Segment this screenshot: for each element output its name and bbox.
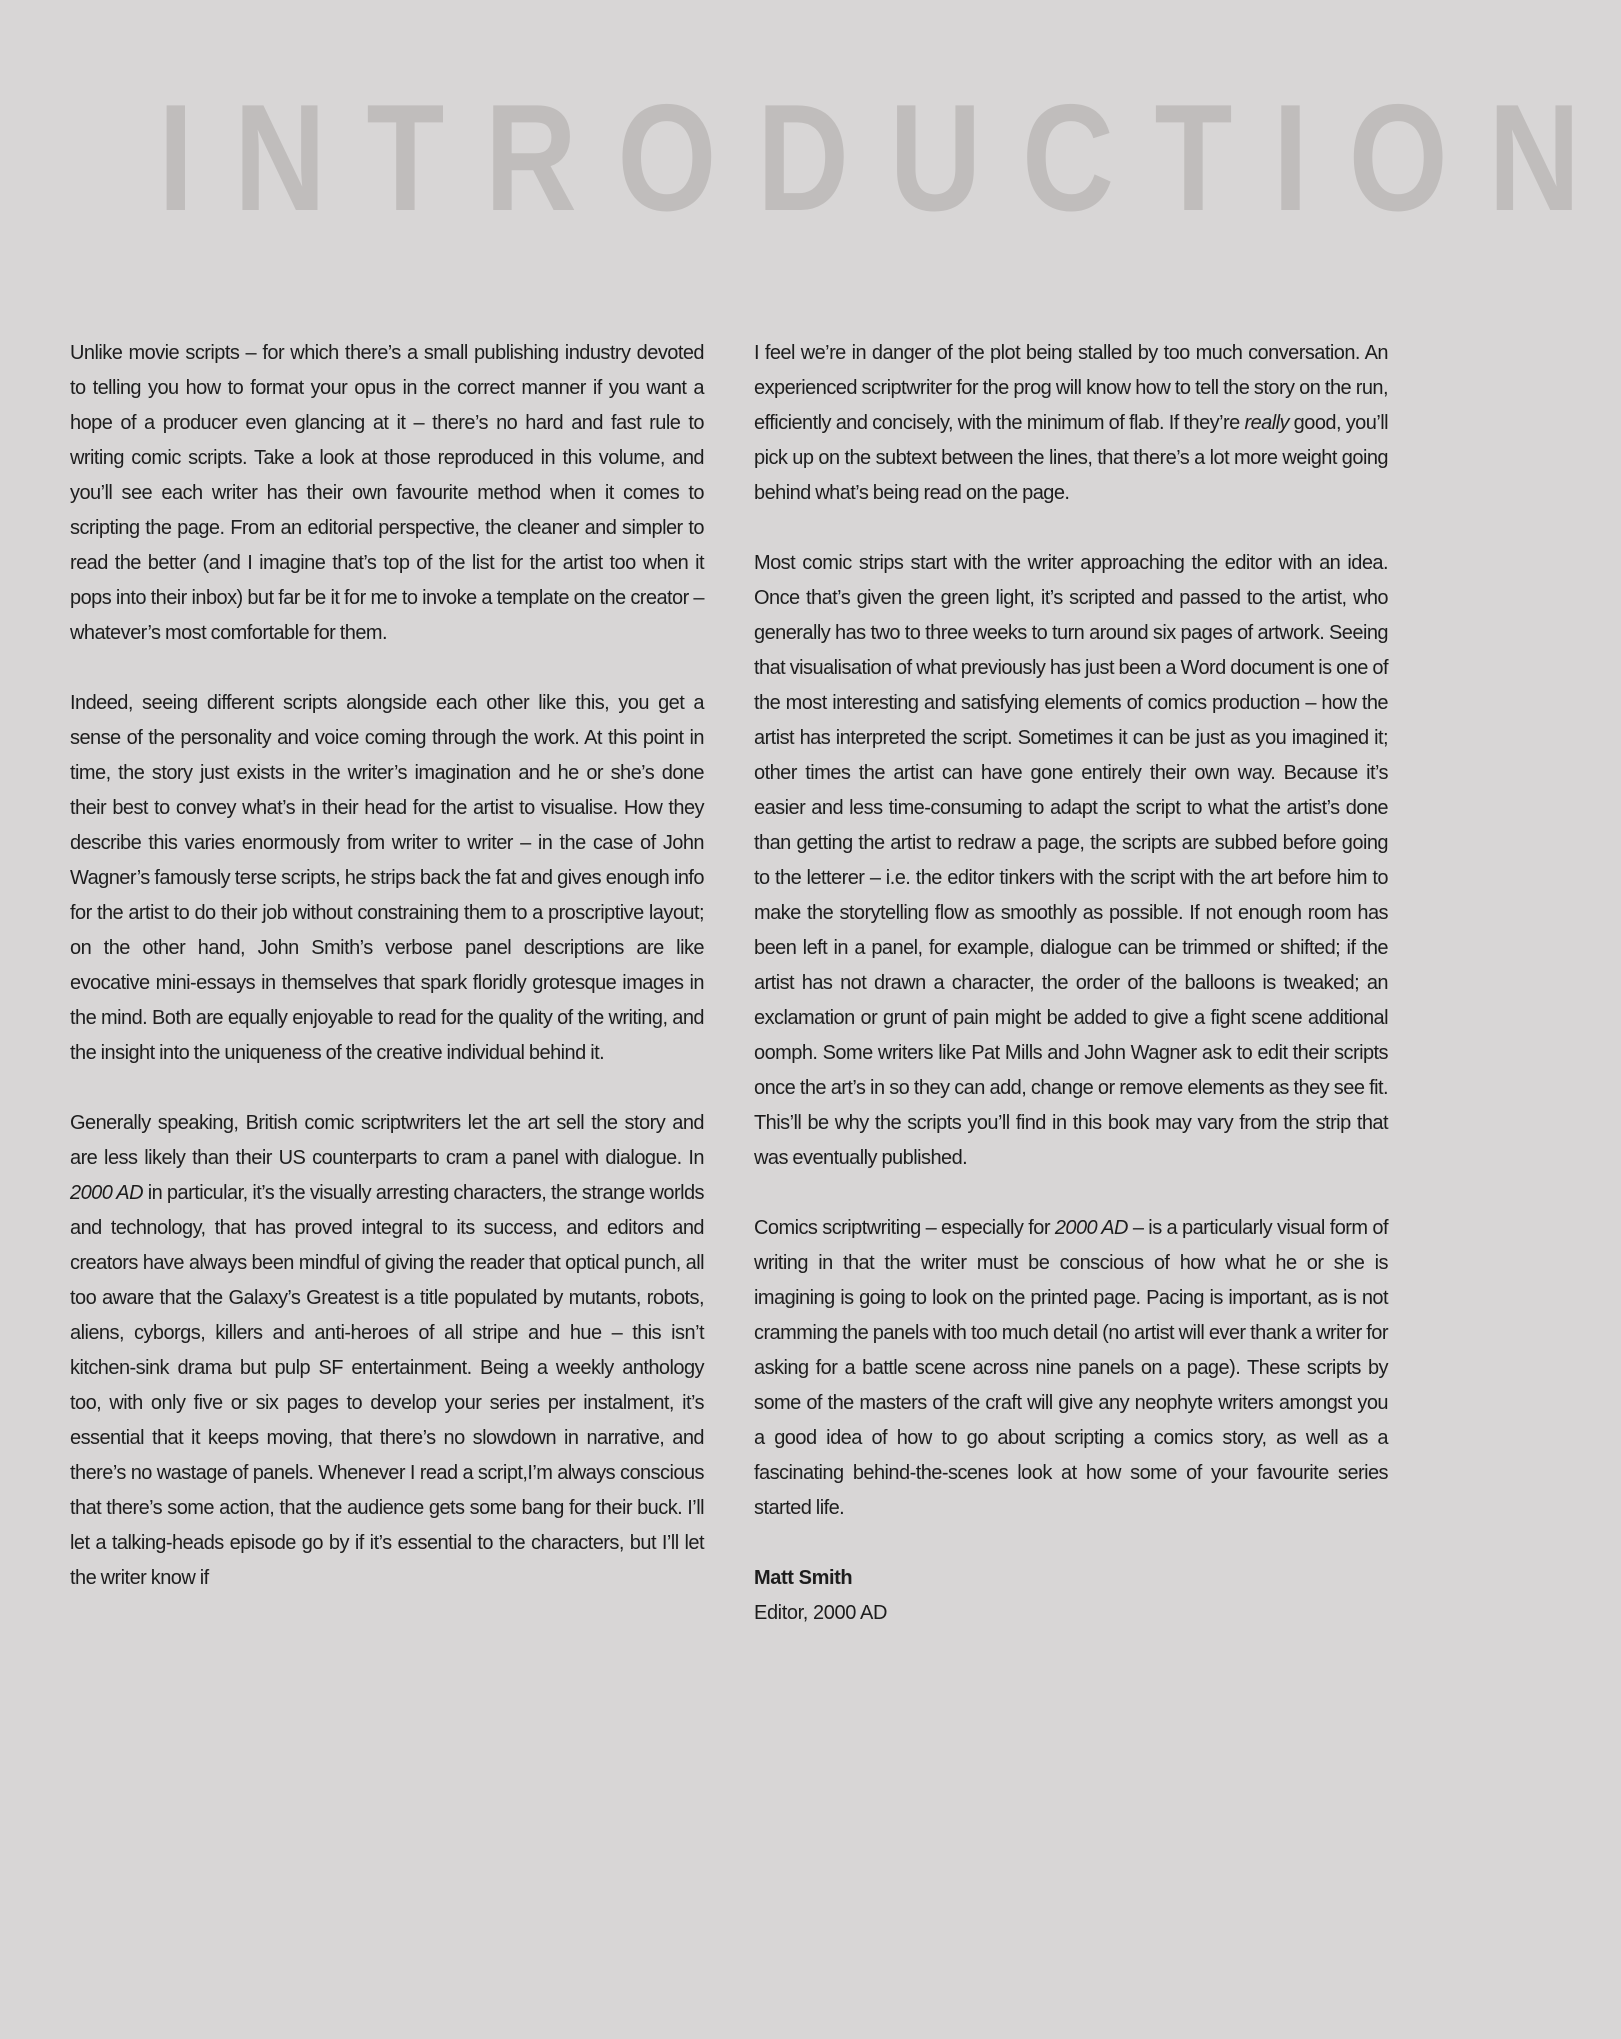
text-run: in particular, it’s the visually arresting characters, the strange worlds and technology, that has proved integral to its success, and editors and creators have always been mindful of giving the reader that optical punch, all too aware that the Galaxy’s Greatest is a title populated by mutants, robots, aliens, cyborgs, killers and anti-heroes of all stripe and hue – this isn’t kitchen-sink drama but pulp SF entertainment. Being a weekly anthology too, with only five or six pages to develop your series per instalment, it’s essential that it keeps moving, that there’s no slowdown in narrative, and there’s no wastage of panels. Whenever I read a script,I’m always conscious that there’s some action, that the audience gets some bang for their buck. I’ll let a talking-heads episode go by if it’s essential to the characters, but I’ll let the writer know if: [70, 1182, 704, 1589]
paragraph-intro: Unlike movie scripts – for which there’s a small publishing industry devoted to telling you how to format your opus in the correct manner if you want a hope of a producer even glancing at it – there’s no hard and fast rule to writing comic scripts. Take a look at those reproduced in this volume, and you’ll see each writer has their own favourite method when it comes to scripting the page. From an editorial perspective, the cleaner and simpler to read the better (and I imagine that’s top of the list for the artist too when it pops into their inbox) but far be it for me to invoke a template on the creator – whatever’s most comfortable for them.: [70, 342, 704, 644]
text-run: good, you’ll pick up on the subtext between the lines, that there’s a lot more weight going behind what’s being read on the page.: [754, 412, 1388, 504]
paragraph-plot-stalling: [754, 336, 1388, 511]
signature-name: Matt Smith: [754, 1567, 853, 1589]
publication-title: 2000 AD: [1054, 1217, 1128, 1239]
right-column: [754, 336, 1388, 1631]
text-run: – is a particularly visual form of writing in that the writer must be conscious of how what he or she is imagining is going to look on the printed page. Pacing is important, as is not cramming the panels with too much detail (no artist will ever thank a writer for asking for a battle scene across nine panels on a page). These scripts by some of the masters of the craft will give any neophyte writers amongst you a good idea of how to go about scripting a comics story, as well as a fascinating behind-the-scenes look at how some of your favourite series started life.: [754, 1217, 1388, 1519]
paragraph-production-process: Most comic strips start with the writer approaching the editor with an idea. Once that’s given the green light, it’s scripted and passed to the artist, who generally has two to three weeks to turn around six pages of artwork. Seeing that visualisation of what previously has just been a Word document is one of the most interesting and satisfying elements of comics production – how the artist has interpreted the script. Sometimes it can be just as you imagined it; other times the artist can have gone entirely their own way. Because it’s easier and less time-consuming to adapt the script to what the artist’s done than getting the artist to redraw a page, the scripts are subbed before going to the letterer – i.e. the editor tinkers with the script with the art before him to make the storytelling flow as smoothly as possible. If not enough room has been left in a panel, for example, dialogue can be trimmed or shifted; if the artist has not drawn a character, the order of the balloons is tweaked; an exclamation or grunt of pain might be added to give a fight scene additional oomph. Some writers like Pat Mills and John Wagner ask to edit their scripts once the art’s in so they can add, change or remove elements as they see fit. This’ll be why the scripts you’ll find in this book may vary from the strip that was eventually published.: [754, 552, 1388, 1169]
text-run: I feel we’re in danger of the plot being stalled by too much conversation. An experienced scriptwriter for the prog will know how to tell the story on the run, efficiently and concisely, with the minimum of flab. If they’re: [754, 342, 1388, 434]
emphasis-text: really: [1244, 412, 1289, 434]
text-run: Comics scriptwriting – especially for: [754, 1217, 1055, 1239]
text-run: Generally speaking, British comic scriptwriters let the art sell the story and are less likely than their US counterparts to cram a panel with dialogue. In: [70, 1112, 704, 1169]
paragraph-british-scriptwriters: [70, 1106, 704, 1596]
signature-role: Editor, 2000 AD: [754, 1602, 887, 1624]
paragraph-visual-writing: [754, 1211, 1388, 1526]
paragraph-scripts-comparison: Indeed, seeing different scripts alongside each other like this, you get a sense of the personality and voice coming through the work. At this point in time, the story just exists in the writer’s imagination and he or she’s done their best to convey what’s in their head for the artist to visualise. How they describe this varies enormously from writer to writer – in the case of John Wagner’s famously terse scripts, he strips back the fat and gives enough info for the artist to do their job without constraining them to a proscriptive layout; on the other hand, John Smith’s verbose panel descriptions are like evocative mini-essays in themselves that spark floridly grotesque images in the mind. Both are equally enjoyable to read for the quality of the writing, and the insight into the uniqueness of the creative individual behind it.: [70, 692, 704, 1064]
page-title: INTRODUCTION: [158, 73, 1621, 243]
left-column: [70, 336, 704, 1596]
publication-title: 2000 AD: [70, 1182, 143, 1204]
